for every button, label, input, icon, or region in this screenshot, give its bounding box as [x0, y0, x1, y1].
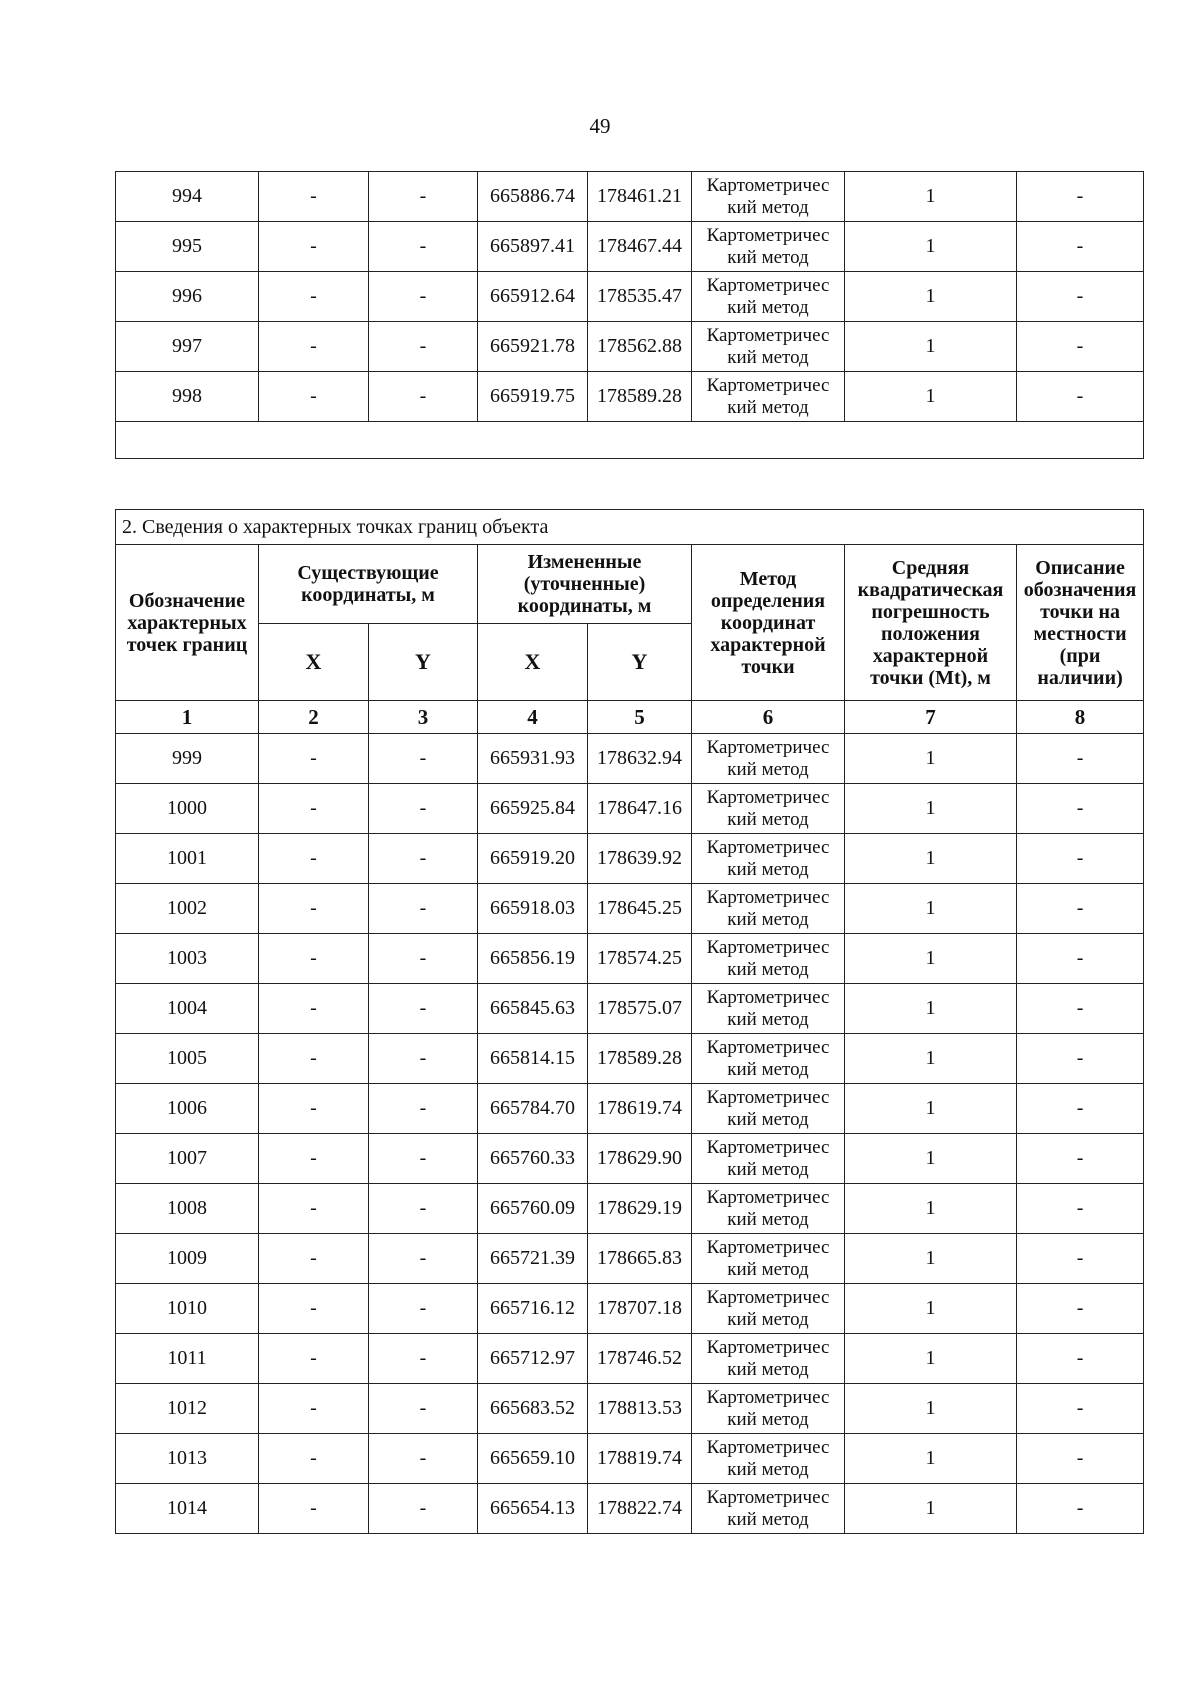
table-cell: - — [369, 1084, 478, 1134]
table-cell: 1 — [845, 272, 1017, 322]
column-number: 3 — [369, 701, 478, 734]
table-cell: - — [1017, 784, 1144, 834]
table-cell: - — [1017, 1084, 1144, 1134]
table-cell: Картометричес кий метод — [692, 372, 845, 422]
table-cell: 178629.90 — [588, 1134, 692, 1184]
table-cell: - — [259, 734, 369, 784]
table-cell: 1002 — [116, 884, 259, 934]
table-cell: 1007 — [116, 1134, 259, 1184]
table-cell: - — [369, 1134, 478, 1184]
table-cell: 665760.33 — [478, 1134, 588, 1184]
table-cell: - — [1017, 1434, 1144, 1484]
table-cell: 665925.84 — [478, 784, 588, 834]
table-cell: Картометричес кий метод — [692, 1334, 845, 1384]
table-cell: 178639.92 — [588, 834, 692, 884]
table-row — [116, 1234, 1144, 1284]
table-cell: 178535.47 — [588, 272, 692, 322]
table-cell: - — [369, 272, 478, 322]
table-cell: - — [259, 784, 369, 834]
table-cell: Картометричес кий метод — [692, 172, 845, 222]
table-cell: 665886.74 — [478, 172, 588, 222]
header-description: Описание обозначения точки на местности (при наличии) — [1017, 545, 1144, 701]
table-cell: 178819.74 — [588, 1434, 692, 1484]
table-cell: 1 — [845, 784, 1017, 834]
column-number: 6 — [692, 701, 845, 734]
table-cell: 178589.28 — [588, 372, 692, 422]
table-cell: 994 — [116, 172, 259, 222]
table-cell: - — [369, 734, 478, 784]
column-number: 2 — [259, 701, 369, 734]
table-cell: - — [1017, 372, 1144, 422]
table-cell: - — [369, 1484, 478, 1534]
header-changed-y: Y — [588, 624, 692, 701]
table-cell: 1 — [845, 1284, 1017, 1334]
table-cell: - — [1017, 172, 1144, 222]
table-cell: 178746.52 — [588, 1334, 692, 1384]
table-cell: - — [1017, 1484, 1144, 1534]
table-cell: 178575.07 — [588, 984, 692, 1034]
table-cell: - — [259, 834, 369, 884]
table-cell: Картометричес кий метод — [692, 1384, 845, 1434]
table-cell: - — [1017, 834, 1144, 884]
table-cell: 665654.13 — [478, 1484, 588, 1534]
table-cell: - — [1017, 984, 1144, 1034]
table-cell: 665712.97 — [478, 1334, 588, 1384]
table-cell: - — [369, 884, 478, 934]
table-cell: 996 — [116, 272, 259, 322]
table-row — [116, 1334, 1144, 1384]
table-cell: 178813.53 — [588, 1384, 692, 1434]
table-cell: 1008 — [116, 1184, 259, 1234]
table-cell: 178467.44 — [588, 222, 692, 272]
table-cell: - — [369, 1284, 478, 1334]
table-row — [116, 322, 1144, 372]
empty-cell — [116, 422, 1144, 459]
table-cell: 178574.25 — [588, 934, 692, 984]
table-cell: 1 — [845, 322, 1017, 372]
table-row — [116, 272, 1144, 322]
header-changed-coordinates: Измененные (уточненные) координаты, м — [478, 545, 692, 624]
table-cell: 178647.16 — [588, 784, 692, 834]
table-cell: 1 — [845, 1184, 1017, 1234]
table-cell: 1005 — [116, 1034, 259, 1084]
table-cell: Картометричес кий метод — [692, 1084, 845, 1134]
table-cell: 1 — [845, 834, 1017, 884]
table-cell: - — [369, 1234, 478, 1284]
table-cell: - — [259, 1484, 369, 1534]
table-cell: 1 — [845, 1484, 1017, 1534]
table-row — [116, 372, 1144, 422]
table-cell: - — [1017, 222, 1144, 272]
table-cell: 665919.75 — [478, 372, 588, 422]
table-cell: - — [1017, 884, 1144, 934]
header-designation: Обозначение характерных точек границ — [116, 545, 259, 701]
table2-body — [116, 734, 1144, 1534]
table-cell: - — [1017, 1034, 1144, 1084]
table-row — [116, 934, 1144, 984]
table-cell: Картометричес кий метод — [692, 834, 845, 884]
table-cell: - — [259, 1184, 369, 1234]
table-row — [116, 884, 1144, 934]
boundary-points-table — [115, 509, 1144, 1534]
table-cell: 665856.19 — [478, 934, 588, 984]
page-number: 49 — [589, 114, 611, 138]
table-cell: 1014 — [116, 1484, 259, 1534]
table1-body — [116, 172, 1144, 422]
table-cell: - — [259, 372, 369, 422]
table-cell: - — [369, 1434, 478, 1484]
coordinates-table-continued — [115, 171, 1144, 459]
table-cell: - — [369, 372, 478, 422]
table-cell: 178822.74 — [588, 1484, 692, 1534]
table-row — [116, 1484, 1144, 1534]
table-cell: 178562.88 — [588, 322, 692, 372]
table-cell: 1 — [845, 884, 1017, 934]
table-cell: Картометричес кий метод — [692, 322, 845, 372]
table-cell: 178619.74 — [588, 1084, 692, 1134]
table-cell: 1 — [845, 1434, 1017, 1484]
table-row — [116, 1084, 1144, 1134]
table-cell: 1 — [845, 1234, 1017, 1284]
table-cell: 178461.21 — [588, 172, 692, 222]
table-cell: Картометричес кий метод — [692, 1284, 845, 1334]
table-cell: Картометричес кий метод — [692, 784, 845, 834]
table-cell: - — [259, 984, 369, 1034]
table-cell: 1 — [845, 1084, 1017, 1134]
header-changed-x: X — [478, 624, 588, 701]
header-existing-x: X — [259, 624, 369, 701]
table-row — [116, 222, 1144, 272]
table-cell: - — [1017, 1184, 1144, 1234]
table-cell: 999 — [116, 734, 259, 784]
table-cell: - — [259, 934, 369, 984]
table-cell: - — [259, 1384, 369, 1434]
table-cell: - — [259, 1284, 369, 1334]
table-cell: 178632.94 — [588, 734, 692, 784]
table-cell: - — [259, 1234, 369, 1284]
table-cell: 1004 — [116, 984, 259, 1034]
header-existing-y: Y — [369, 624, 478, 701]
table-cell: 665919.20 — [478, 834, 588, 884]
table-cell: 1006 — [116, 1084, 259, 1134]
table-cell: 997 — [116, 322, 259, 372]
table-cell: - — [259, 884, 369, 934]
table-cell: 178645.25 — [588, 884, 692, 934]
header-error: Средняя квадратическая погрешность положения характерной точки (Mt), м — [845, 545, 1017, 701]
table-cell: Картометричес кий метод — [692, 222, 845, 272]
table-cell: - — [369, 984, 478, 1034]
table-cell: 178629.19 — [588, 1184, 692, 1234]
table-cell: 178589.28 — [588, 1034, 692, 1084]
table-cell: - — [259, 1434, 369, 1484]
table-row — [116, 1434, 1144, 1484]
table-cell: 665683.52 — [478, 1384, 588, 1434]
table-cell: 665912.64 — [478, 272, 588, 322]
table-cell: Картометричес кий метод — [692, 1484, 845, 1534]
table-cell: 1 — [845, 222, 1017, 272]
table-row — [116, 1134, 1144, 1184]
table-cell: - — [1017, 1234, 1144, 1284]
table-cell: Картометричес кий метод — [692, 1184, 845, 1234]
table-row — [116, 172, 1144, 222]
table-cell: 665897.41 — [478, 222, 588, 272]
table-cell: 665784.70 — [478, 1084, 588, 1134]
table-row — [116, 1184, 1144, 1234]
table-cell: Картометричес кий метод — [692, 984, 845, 1034]
table-cell: - — [259, 322, 369, 372]
table-cell: 1 — [845, 1334, 1017, 1384]
table-cell: - — [369, 322, 478, 372]
table-cell: - — [1017, 1384, 1144, 1434]
table-cell: - — [1017, 734, 1144, 784]
table-cell: 1 — [845, 1034, 1017, 1084]
table-cell: 1000 — [116, 784, 259, 834]
table-cell: Картометричес кий метод — [692, 734, 845, 784]
column-number: 8 — [1017, 701, 1144, 734]
table-cell: - — [259, 1034, 369, 1084]
column-number: 7 — [845, 701, 1017, 734]
table-cell: 1 — [845, 172, 1017, 222]
table-cell: Картометричес кий метод — [692, 1234, 845, 1284]
table-cell: 665918.03 — [478, 884, 588, 934]
table-cell: - — [259, 1134, 369, 1184]
table-cell: - — [1017, 1134, 1144, 1184]
table-cell: 998 — [116, 372, 259, 422]
table-cell: 665659.10 — [478, 1434, 588, 1484]
table-cell: - — [259, 172, 369, 222]
table-cell: 665760.09 — [478, 1184, 588, 1234]
table-cell: - — [369, 934, 478, 984]
table-cell: Картометричес кий метод — [692, 1034, 845, 1084]
table-cell: 178665.83 — [588, 1234, 692, 1284]
table-cell: - — [369, 1384, 478, 1434]
table-cell: - — [1017, 322, 1144, 372]
table-cell: - — [1017, 1334, 1144, 1384]
table-cell: - — [369, 1034, 478, 1084]
table-caption: 2. Сведения о характерных точках границ объекта — [116, 510, 1144, 545]
column-number: 4 — [478, 701, 588, 734]
table-cell: 1001 — [116, 834, 259, 884]
table-cell: 665814.15 — [478, 1034, 588, 1084]
table-cell: 178707.18 — [588, 1284, 692, 1334]
table-cell: Картометричес кий метод — [692, 1134, 845, 1184]
table-row — [116, 734, 1144, 784]
table-row — [116, 834, 1144, 884]
column-numbers-row — [116, 701, 1144, 734]
table-cell: - — [369, 1334, 478, 1384]
table-cell: - — [259, 1334, 369, 1384]
table-cell: - — [1017, 1284, 1144, 1334]
table-cell: - — [369, 172, 478, 222]
table-cell: 1012 — [116, 1384, 259, 1434]
table-cell: 1 — [845, 372, 1017, 422]
table-cell: 1 — [845, 1134, 1017, 1184]
table-cell: 1003 — [116, 934, 259, 984]
table-cell: 1 — [845, 984, 1017, 1034]
table-cell: Картометричес кий метод — [692, 1434, 845, 1484]
table-cell: 995 — [116, 222, 259, 272]
table-cell: 1009 — [116, 1234, 259, 1284]
table-row — [116, 984, 1144, 1034]
table-cell: Картометричес кий метод — [692, 884, 845, 934]
column-number: 1 — [116, 701, 259, 734]
header-method: Метод определения координат характерной точки — [692, 545, 845, 701]
table-cell: 665921.78 — [478, 322, 588, 372]
table-cell: - — [1017, 272, 1144, 322]
column-number: 5 — [588, 701, 692, 734]
table-cell: 1 — [845, 734, 1017, 784]
table-row — [116, 784, 1144, 834]
table-cell: Картометричес кий метод — [692, 934, 845, 984]
table-row — [116, 1034, 1144, 1084]
table-cell: - — [369, 1184, 478, 1234]
table-cell: - — [369, 834, 478, 884]
table-cell: 1013 — [116, 1434, 259, 1484]
table-cell: 665931.93 — [478, 734, 588, 784]
table-cell: 1011 — [116, 1334, 259, 1384]
table-cell: - — [369, 784, 478, 834]
table-row — [116, 1284, 1144, 1334]
table-cell: - — [369, 222, 478, 272]
table-row — [116, 1384, 1144, 1434]
table-cell: 1 — [845, 934, 1017, 984]
table-cell: - — [259, 222, 369, 272]
empty-row — [116, 422, 1144, 459]
table-cell: - — [259, 272, 369, 322]
table-cell: Картометричес кий метод — [692, 272, 845, 322]
header-existing-coordinates: Существующие координаты, м — [259, 545, 478, 624]
table-cell: 665716.12 — [478, 1284, 588, 1334]
table-cell: 1 — [845, 1384, 1017, 1434]
table-cell: - — [259, 1084, 369, 1134]
table-cell: 665721.39 — [478, 1234, 588, 1284]
table-cell: 1010 — [116, 1284, 259, 1334]
table-cell: - — [1017, 934, 1144, 984]
table-cell: 665845.63 — [478, 984, 588, 1034]
